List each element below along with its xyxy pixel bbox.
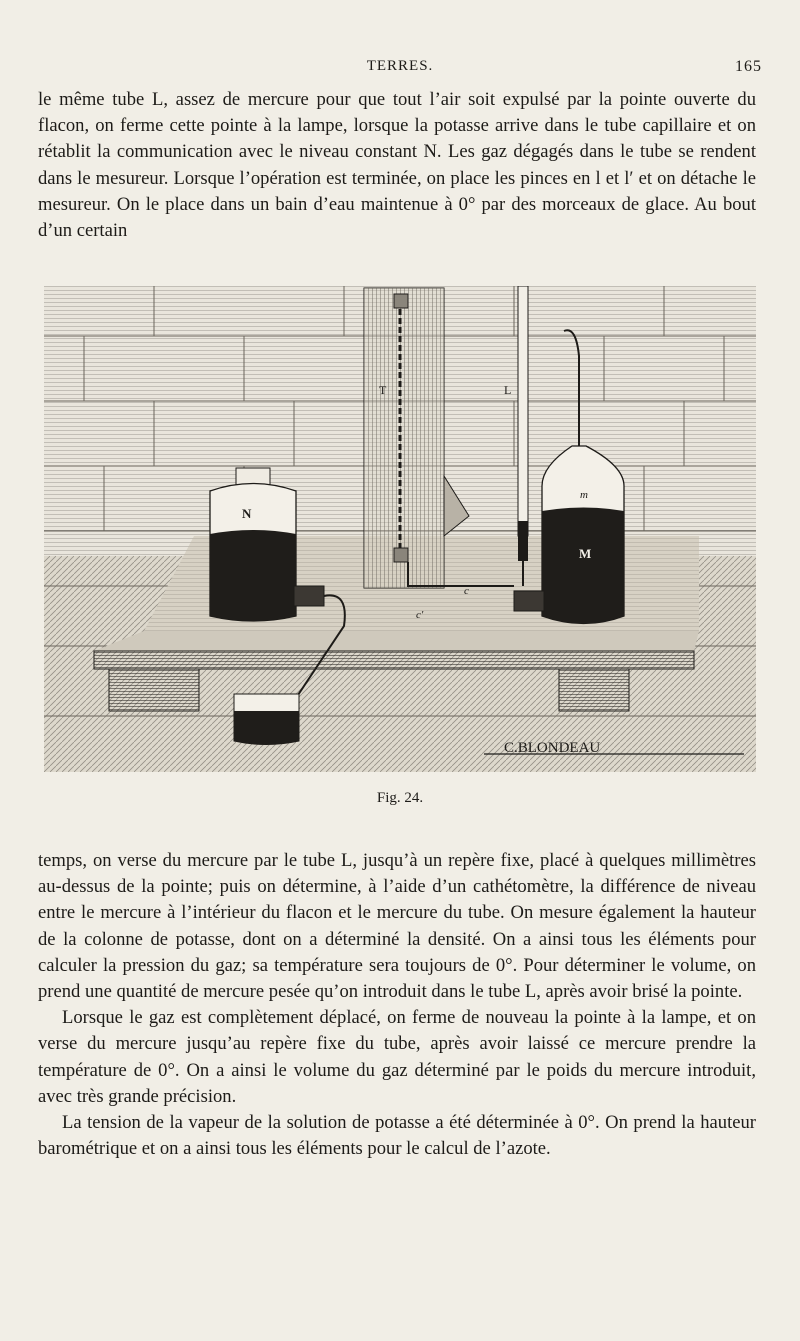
text-block-top	[38, 87, 756, 244]
label-c-prime: c′	[416, 609, 424, 621]
figure-caption: Fig. 24.	[376, 790, 424, 806]
figure-apparatus-engraving	[44, 286, 756, 772]
running-head	[38, 58, 762, 80]
paragraph: La tension de la vapeur de la solution de potasse a été déterminée à 0°. On prend la hauteur barométrique et on a ainsi tous les éléments pour le calcul de l’azote.	[38, 1112, 756, 1160]
paragraph: Lorsque le gaz est complètement déplacé, on ferme de nouveau la pointe à la lampe, et on verse du mercure jusqu’au repère fixe du tube, après avoir laissé ce mercure prendre la température de 0°. On a ainsi le volume du gaz déterminé par le poids du mercure introduit, avec très grande précision.	[38, 1007, 756, 1107]
paragraph: le même tube L, assez de mercure pour que tout l’air soit expulsé par la pointe ouverte du flacon, on ferme cette pointe à la lampe, lorsque la potasse arrive dans le tube capillaire et on rétablit la communication avec le niveau constant N. Les gaz dégagés dans le tube se rendent dans le mesureur. Lorsque l’opération est terminée, on place les pinces en l et l′ et on détache le mesureur. On le place dans un bain d’eau maintenue à 0° par des morceaux de glace. Au bout d’un certain	[38, 89, 756, 242]
label-t: T	[379, 383, 387, 397]
page-number: 165	[735, 58, 762, 75]
engraver-signature: C.BLONDEAU	[504, 740, 601, 756]
text-block-bottom	[38, 848, 756, 1162]
label-c: c	[464, 585, 469, 597]
running-head-title: TERRES.	[366, 58, 434, 74]
engraving-illustration	[44, 286, 756, 772]
label-l: L	[504, 383, 512, 397]
label-m-upper: M	[579, 546, 592, 561]
paragraph: temps, on verse du mercure par le tube L, jusqu’à un repère fixe, placé à quelques millimètres au-dessus de la pointe; puis on détermine, à l’aide d’un cathétomètre, la différence de niveau entre le mercure à l’intérieur du flacon et le mercure du tube. On mesure également la hauteur de la colonne de potasse, dont on a déterminé la densité. On a ainsi tous les éléments pour calculer la pression du gaz; sa température sera toujours de 0°. Pour déterminer le volume, on prend une quantité de mercure pesée qu’on introduit dans le tube L, après avoir brisé la pointe.	[38, 850, 756, 1003]
label-m-lower: m	[580, 489, 588, 501]
label-n: N	[242, 506, 252, 521]
